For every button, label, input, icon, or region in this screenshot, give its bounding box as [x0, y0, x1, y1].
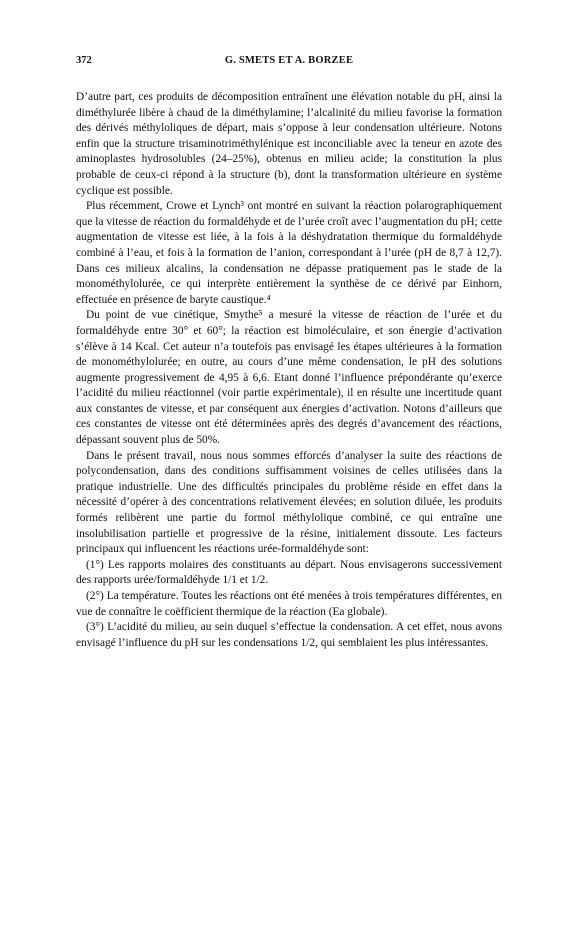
paragraph-factor-molar-ratios: (1°) Les rapports molaires des constituants au départ. Nous envisagerons successivement des rapports urée/formaldéhyde 1/1 et 1/2. — [76, 558, 502, 587]
paragraph-present-work: Dans le présent travail, nous nous sommes efforcés d’analyser la suite des réactions de polycondensation, dans des conditions suffisamment voisines de celles utilisées dans la pratique industrielle. Une des difficultés principales du problème réside en effet dans la nécessité d’opérer à des concentrations relativement élevées; en solution diluée, les produits formés relibèrent une partie du formol méthylolique combiné, ce qui entraîne une insolubilisation partielle et progressive de la résine, initialement dissoute. Les facteurs principaux qui influencent les réactions urée-formaldéhyde sont: — [76, 449, 502, 556]
running-title: G. SMETS ET A. BORZEE — [224, 55, 354, 66]
paragraph-crowe-lynch: Plus récemment, Crowe et Lynch³ ont montré en suivant la réaction polarographiquement que la vitesse de réaction du formaldéhyde et de l’urée croît avec l’augmentation du pH; cette augmentation de vitesse est liée, à la fois à la déshydratation thermique du formaldéhyde combiné à l’eau, et fois à la formation de l’anion, correspondant à l’urée (pH de 8,7 à 12,7). Dans ces milieux alcalins, la condensation ne dépasse pratiquement pas le stade de la monométhylolurée, ce qui interprète entièrement la synthèse de ce dérivé par Einhorn, effectuée en présence de baryte caustique.⁴ — [76, 200, 502, 306]
paragraph-decomposition: D’autre part, ces produits de décomposition entraînent une élévation notable du pH, ainsi la diméthylurée libère à chaud de la diméthylamine; l’alcalinité du milieu favorise la formation des dérivés méthyloliques de départ, mais s’oppose à leur condensation ultérieure. Notons enfin que la structure trisaminotriméthylénique est inconciliable avec la teneur en azote des aminoplastes hydrosolubles (24–25%), obtenus en milieu acide; la constitution la plus probable de ceux-ci répond à la structure (b), dont la transformation ultérieure en système cyclique est possible. — [76, 91, 502, 197]
body-text — [76, 90, 502, 651]
page-number: 372 — [76, 55, 92, 66]
paragraph-factor-temperature: (2°) La température. Toutes les réactions ont été menées à trois températures différentes, en vue de connaître le coëfficient thermique de la réaction (Ea globale). — [76, 590, 502, 618]
paragraph-kinetics-smythe: Du point de vue cinétique, Smythe⁵ a mesuré la vitesse de réaction de l’urée et du formaldéhyde entre 30° et 60°; la réaction est bimoléculaire, et son énergie d’activation s’élève à 14 Kcal. Cet auteur n’a toutefois pas envisagé les étapes ultérieures à la formation de monométhylolurée; en outre, au cours d’une même condensation, le pH des solutions augmente progressivement de 4,95 à 6,6. Etant donné l’influence prépondérante qu’exerce l’acidité du milieu réactionnel (voir partie expérimentale), il en résulte une incertitude quant aux constantes de vitesse, et par conséquent aux énergies d’activation. Notons d’ailleurs que ces constantes de vitesse ont été déterminées après des degrés d’avancement des réactions, dépassant souvent plus de 50%. — [76, 309, 502, 447]
running-head — [76, 55, 502, 71]
paragraph-factor-acidity: (3°) L’acidité du milieu, au sein duquel s’effectue la condensation. A cet effet, nous avons envisagé l’influence du pH sur les condensations 1/2, qui semblaient les plus intéressantes. — [76, 621, 502, 649]
